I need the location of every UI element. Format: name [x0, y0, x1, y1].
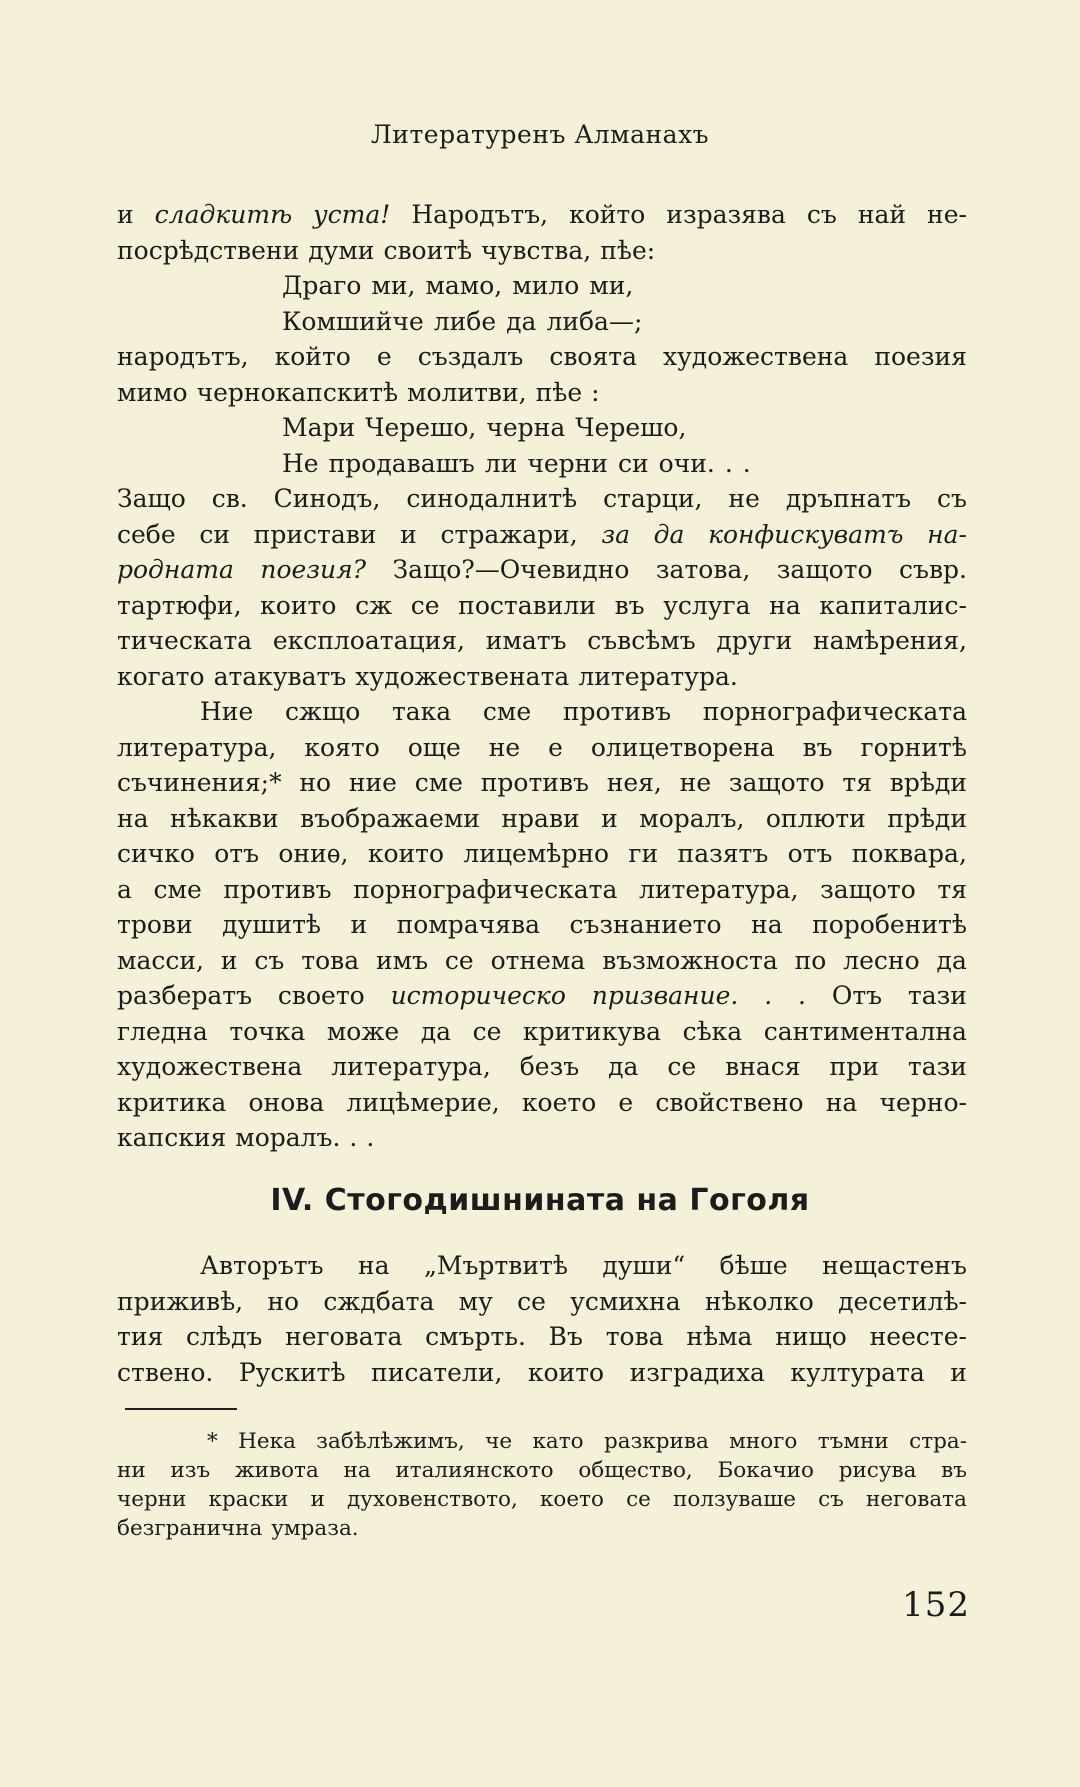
word: либа—;: [546, 306, 643, 336]
text-line: [117, 730, 967, 766]
text-line: [117, 1456, 967, 1485]
word: сладкитѣ: [154, 200, 293, 229]
word: Черешо,: [575, 413, 687, 442]
word: внася: [725, 1052, 801, 1081]
word: Бокачио: [717, 1458, 814, 1483]
word: защото: [728, 768, 825, 797]
word: което: [521, 1087, 597, 1117]
word: Авторътъ: [200, 1251, 324, 1280]
word: безъ: [519, 1052, 580, 1081]
word: безгранична: [117, 1516, 263, 1541]
word: и: [601, 803, 618, 833]
word: усмихна: [570, 1286, 681, 1316]
text-line: [117, 801, 967, 837]
word: ониѳ,: [278, 839, 349, 868]
word: либе: [433, 306, 497, 336]
word: гледна: [117, 1016, 208, 1046]
word: .: [349, 1123, 358, 1152]
word: десетилѣ-: [838, 1286, 967, 1316]
text-line: [117, 446, 967, 482]
word: художествена: [663, 342, 849, 371]
word: .: [798, 981, 806, 1010]
word: .: [742, 448, 751, 478]
word: противъ: [562, 697, 672, 726]
word: лицемѣрно: [463, 839, 610, 868]
word: умраза.: [271, 1516, 359, 1541]
word: въ: [802, 732, 833, 762]
word: е: [618, 1087, 634, 1117]
word: бѣше: [719, 1251, 788, 1280]
word: разкрива: [604, 1429, 709, 1454]
word: св.: [211, 484, 248, 513]
word: сме: [153, 874, 202, 904]
text-line: [117, 836, 967, 872]
word: на: [117, 803, 149, 833]
word: на-: [927, 519, 967, 549]
word: поквара,: [851, 839, 967, 868]
word: Черешо,: [365, 413, 477, 442]
word: уста!: [313, 200, 391, 229]
word: своитѣ: [383, 235, 473, 265]
word: забѣлѣжимъ,: [316, 1429, 465, 1454]
word: Защо: [117, 484, 186, 513]
word: възможноста: [602, 945, 778, 975]
text-line: [117, 907, 967, 943]
text-line: [117, 659, 967, 695]
word: на: [769, 590, 801, 620]
word: тя: [937, 874, 967, 904]
text-line: [117, 233, 967, 269]
word: литература,: [117, 732, 277, 762]
word: критикува: [522, 1016, 662, 1046]
word: Рускитѣ: [238, 1357, 346, 1387]
text-line: [117, 1427, 967, 1456]
word: които: [527, 1357, 605, 1387]
footnote-rule: [125, 1408, 237, 1410]
word: но: [267, 1286, 300, 1316]
word: това: [605, 1322, 664, 1351]
word: когато: [117, 661, 205, 691]
word: му: [458, 1286, 493, 1316]
word: тъмни: [817, 1429, 889, 1454]
word: атакуватъ: [213, 661, 347, 691]
text-line: [117, 588, 967, 624]
word: не: [679, 768, 712, 797]
word: на: [751, 910, 783, 939]
word: мимо: [117, 377, 188, 407]
word: по: [794, 945, 827, 975]
word: свойствено: [655, 1087, 804, 1117]
word: продавашъ: [328, 448, 475, 478]
text-line: [117, 1248, 967, 1284]
text-line: [117, 978, 967, 1014]
word: *: [207, 1429, 218, 1454]
word: не-: [927, 200, 967, 229]
text-line: [117, 1355, 967, 1391]
word: не: [728, 484, 760, 513]
word: нищо: [775, 1322, 847, 1351]
word: Нека: [238, 1429, 296, 1454]
word: много: [729, 1429, 798, 1454]
word: своето: [277, 981, 365, 1010]
word: така: [391, 697, 452, 726]
word: нѣколко: [704, 1286, 814, 1316]
word: масси,: [117, 945, 204, 975]
word: Отъ: [831, 981, 883, 1010]
word: тическата: [117, 626, 253, 655]
word: сѣка: [682, 1016, 743, 1046]
word: но: [299, 768, 332, 797]
word: въ: [941, 1458, 967, 1483]
footnote: [117, 1427, 967, 1543]
word: молитви,: [407, 377, 527, 407]
word: конфискуватъ: [708, 519, 904, 549]
word: и: [400, 519, 417, 549]
word: изградиха: [629, 1357, 765, 1387]
word: Синодъ,: [273, 484, 381, 513]
word: ги: [628, 839, 659, 868]
word: който: [569, 200, 646, 229]
word: чернокапскитѣ: [196, 377, 399, 407]
text-line: [117, 197, 967, 233]
word: лесно: [843, 945, 920, 975]
text-line: [117, 765, 967, 801]
word: ствено.: [117, 1357, 214, 1387]
word: стражари,: [440, 519, 578, 549]
word: тартюфи,: [117, 590, 242, 620]
word: олицетворена: [590, 732, 775, 762]
text-line: [117, 694, 967, 730]
text-line: [117, 517, 967, 553]
word: посрѣдствени: [117, 235, 300, 265]
word: иматъ: [485, 626, 567, 655]
word: Защо?—Очевидно: [392, 555, 630, 584]
word: ползуваше: [672, 1487, 796, 1512]
word: дръпнатъ: [785, 484, 912, 513]
word: литература.: [578, 661, 738, 691]
word: отнема: [490, 945, 586, 975]
word: е: [548, 732, 563, 762]
word: старци,: [603, 484, 703, 513]
word: черна: [486, 413, 566, 442]
word: врѣди: [889, 768, 967, 797]
word: да: [506, 306, 537, 336]
word: капиталис-: [819, 590, 967, 620]
word: поезия: [874, 342, 967, 371]
word: нещастенъ: [822, 1251, 967, 1280]
word: неесте-: [869, 1322, 967, 1351]
word: .: [366, 1123, 375, 1152]
word: съ: [806, 200, 837, 229]
word: черни: [117, 1487, 187, 1512]
word: услуга: [663, 590, 751, 620]
word: думи: [308, 235, 375, 265]
word: на: [343, 1458, 371, 1483]
word: прѣди: [887, 803, 967, 833]
word: на: [825, 1087, 858, 1117]
running-header: Литературенъ Алманахъ: [370, 120, 710, 149]
word: призвание.: [591, 981, 739, 1010]
word: литература,: [331, 1052, 491, 1081]
word: тия: [117, 1322, 164, 1351]
word: тази: [907, 1052, 967, 1081]
word: моралъ.: [235, 1123, 341, 1152]
word: тя: [842, 768, 872, 797]
word: се: [410, 590, 440, 620]
word: и: [350, 910, 368, 939]
word: въображаеми: [300, 803, 480, 833]
text-line: [117, 1014, 967, 1050]
word: сичко: [117, 839, 195, 868]
word: това: [301, 945, 360, 975]
text-line: [117, 268, 967, 304]
word: ли: [484, 448, 518, 478]
word: за: [601, 519, 630, 549]
word: стра-: [909, 1429, 967, 1454]
word: и: [117, 200, 134, 229]
text-line: [117, 623, 967, 659]
word: и: [310, 1487, 325, 1512]
text-line: [117, 339, 967, 375]
word: порнографическата: [702, 697, 967, 726]
word: порнографическата: [353, 874, 618, 904]
word: литература,: [639, 874, 799, 904]
word: при: [829, 1052, 879, 1081]
word: затова,: [655, 555, 751, 584]
word: изразява: [666, 200, 786, 229]
word: като: [532, 1429, 584, 1454]
word: душитѣ: [222, 910, 322, 939]
word: и: [950, 1357, 967, 1387]
word: родната: [117, 555, 234, 584]
word: отъ: [787, 839, 833, 868]
word: да: [420, 1016, 451, 1046]
word: противъ: [223, 874, 332, 904]
word: който: [274, 342, 351, 371]
word: точка: [229, 1016, 306, 1046]
word: художествената: [355, 661, 570, 691]
word: сжщо: [284, 697, 361, 726]
word: синодалнитѣ: [406, 484, 578, 513]
word: Ние: [200, 697, 254, 726]
word: съ: [937, 484, 967, 513]
word: а: [117, 874, 132, 904]
word: слѣдъ: [186, 1322, 263, 1351]
word: да: [936, 945, 967, 975]
word: съвсѣмъ: [587, 626, 696, 655]
word: италиянското: [395, 1458, 554, 1483]
word: които: [367, 839, 445, 868]
word: експлоатация,: [272, 626, 465, 655]
word: е: [376, 342, 392, 371]
text-line: [117, 1120, 967, 1156]
word: Не: [282, 448, 319, 478]
main-text: [117, 197, 967, 1156]
word: поробенитѣ: [812, 910, 967, 939]
word: и: [220, 945, 238, 975]
word: да: [608, 1052, 639, 1081]
word: което: [539, 1487, 604, 1512]
word: критика: [117, 1087, 227, 1117]
word: смърть.: [425, 1322, 526, 1351]
text-line: [117, 1085, 967, 1121]
text-line: [117, 552, 967, 588]
word: изъ: [170, 1458, 211, 1483]
word: мамо,: [425, 271, 503, 300]
word: чувства,: [481, 235, 592, 265]
word: намѣрения,: [813, 626, 967, 655]
word: която: [304, 732, 380, 762]
word: приживѣ,: [117, 1286, 244, 1316]
word: сме: [482, 697, 532, 726]
word: въ: [614, 590, 645, 620]
word: пѣе:: [600, 235, 656, 265]
text-line: [117, 1514, 967, 1543]
word: своята: [549, 342, 637, 371]
word: които: [260, 590, 337, 620]
word: поставили: [458, 590, 596, 620]
word: културата: [790, 1357, 925, 1387]
word: писатели,: [371, 1357, 503, 1387]
text-line: [117, 481, 967, 517]
word: ми,: [589, 271, 634, 300]
word: мило: [512, 271, 580, 300]
word: съвр.: [899, 555, 967, 584]
word: общество,: [578, 1458, 693, 1483]
word: художествена: [117, 1052, 303, 1081]
word: си: [199, 519, 230, 549]
word: отъ: [214, 839, 260, 868]
word: пазятъ: [677, 839, 769, 868]
word: съчинения;*: [117, 768, 282, 797]
text-line: [117, 1485, 967, 1514]
word: сме: [414, 768, 463, 797]
word: да: [653, 519, 685, 549]
word: пѣе: [535, 377, 583, 407]
text-line: [117, 410, 967, 446]
word: народътъ,: [117, 342, 249, 371]
word: може: [326, 1016, 400, 1046]
word: живота: [234, 1458, 319, 1483]
text-line: [117, 375, 967, 411]
word: Комшийче: [282, 306, 424, 336]
word: капския: [117, 1123, 227, 1152]
word: Народътъ,: [411, 200, 549, 229]
word: :: [591, 377, 600, 407]
text-line: [117, 304, 967, 340]
word: онова: [248, 1087, 325, 1117]
word: ми,: [371, 271, 416, 300]
word: поезия?: [260, 555, 367, 584]
word: имъ: [376, 945, 429, 975]
word: си: [617, 448, 649, 478]
word: Въ: [548, 1322, 583, 1351]
word: разбератъ: [117, 981, 253, 1010]
word: сждбата: [323, 1286, 435, 1316]
word: горнитѣ: [860, 732, 967, 762]
word: защото: [820, 874, 916, 904]
word: себе: [117, 519, 176, 549]
word: създалъ: [417, 342, 524, 371]
word: ние: [348, 768, 397, 797]
word: духовенството,: [347, 1487, 518, 1512]
word: .: [724, 448, 733, 478]
word: сантиментална: [763, 1016, 967, 1046]
word: най: [857, 200, 907, 229]
word: се: [444, 945, 474, 975]
word: нѣкакви: [170, 803, 279, 833]
word: моралъ,: [639, 803, 745, 833]
word: очи.: [658, 448, 715, 478]
text-line: [117, 943, 967, 979]
word: други: [716, 626, 793, 655]
word: сж: [355, 590, 393, 620]
text-line: [117, 1319, 967, 1355]
word: нѣма: [686, 1322, 753, 1351]
word: черни: [527, 448, 608, 478]
word: неговата: [285, 1322, 403, 1351]
word: Драго: [282, 271, 362, 300]
word: нрави: [501, 803, 580, 833]
word: се: [667, 1052, 697, 1081]
section-text: [117, 1248, 967, 1390]
word: историческо: [390, 981, 566, 1010]
text-line: [117, 872, 967, 908]
word: се: [626, 1487, 651, 1512]
word: .: [764, 981, 773, 1010]
word: черно-: [879, 1087, 967, 1117]
word: нея,: [606, 768, 662, 797]
word: още: [407, 732, 461, 762]
word: краски: [208, 1487, 289, 1512]
text-line: [117, 1049, 967, 1085]
word: се: [472, 1016, 502, 1046]
word: съзнанието: [569, 910, 722, 939]
text-line: [117, 1284, 967, 1320]
word: помрачява: [396, 910, 540, 939]
word: че: [485, 1429, 513, 1454]
word: тази: [907, 981, 967, 1010]
word: рисува: [838, 1458, 917, 1483]
section-heading: IV. Стогодишнината на Гоголя: [270, 1183, 810, 1218]
word: трови: [117, 910, 193, 939]
word: пристави: [253, 519, 377, 549]
page-number: 152: [902, 1585, 970, 1625]
word: Мари: [282, 413, 356, 442]
word: души“: [602, 1251, 686, 1280]
word: на: [357, 1251, 390, 1280]
word: съ: [254, 945, 285, 975]
word: защото: [776, 555, 873, 584]
word: не: [488, 732, 521, 762]
word: се: [517, 1286, 546, 1316]
word: „Мъртвитѣ: [423, 1251, 568, 1280]
word: неговата: [865, 1487, 967, 1512]
word: ни: [117, 1458, 146, 1483]
word: оплюти: [765, 803, 866, 833]
word: лицѣмерие,: [346, 1087, 500, 1117]
word: съ: [818, 1487, 844, 1512]
word: противъ: [480, 768, 589, 797]
